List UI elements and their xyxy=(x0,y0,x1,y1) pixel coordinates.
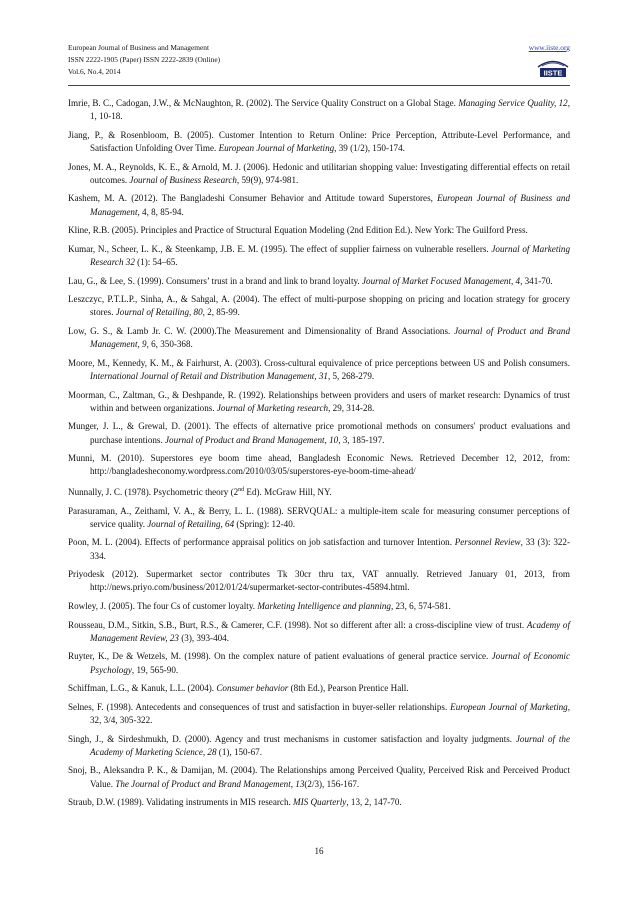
reference-item: Leszczyc, P.T.L.P., Sinha, A., & Sahgal, A. (2004). The effect of multi-purpose shopping on pricing and location strategy for grocery stores. Journal of Retailing, 80, 2, 85-99. xyxy=(68,294,570,318)
header-divider xyxy=(68,85,570,86)
reference-item: Munger, J. L., & Grewal, D. (2001). The effects of alternative price promotional methods on consumers' product evaluations and purchase intentions. Journal of Product and Brand Management, 10, 3, 185-197. xyxy=(68,421,570,445)
reference-item: Imrie, B. C., Cadogan, J.W., & McNaughton, R. (2002). The Service Quality Construct on a Global Stage. Managing Service Quality, 12, 1, 10-18. xyxy=(68,98,570,122)
reference-item: Poon, M. L. (2004). Effects of performance appraisal politics on job satisfaction and turnover Intention. Personnel Review, 33 (3): 322-334. xyxy=(68,537,570,561)
reference-item: Nunnally, J. C. (1978). Psychometric theory (2nd Ed). McGraw Hill, NY. xyxy=(68,486,332,497)
reference-item: Rousseau, D.M., Sitkin, S.B., Burt, R.S., & Camerer, C.F. (1998). Not so different after all: a cross-discipline view of trust. Academy of Management Review, 23 (3), 393-404. xyxy=(68,619,571,643)
reference-item: Kline, R.B. (2005). Principles and Practice of Structural Equation Modeling (2nd Edition Ed.). New York: The Guilford Press. xyxy=(68,225,528,236)
references-list xyxy=(68,97,570,815)
reference-item: Priyodesk (2012). Supermarket sector contributes Tk 30cr thru tax, VAT annually. Retrieved January 01, 2013, from http://news.priyo.com/business/2012/01/24/supermarket-sector-contributes-45894.html. xyxy=(68,569,570,593)
reference-item: Kumar, N., Scheer, L. K., & Steenkamp, J.B. E. M. (1995). The effect of supplier fairness on vulnerable resellers. Journal of Marketing Research 32 (1): 54–65. xyxy=(68,243,570,267)
reference-item: Munni, M. (2010). Superstores eye boom time ahead, Bangladesh Economic News. Retrieved December 12, 2012, from: http://bangladesheconomy.wordpress.com/2010/03/05/superstores-eye-boom-time-ahead/ xyxy=(68,453,570,477)
reference-item: Low, G. S., & Lamb Jr. C. W. (2000).The Measurement and Dimensionality of Brand Associations. Journal of Product and Brand Management, 9, 6, 350-368. xyxy=(68,325,570,350)
reference-item: Straub, D.W. (1989). Validating instruments in MIS research. MIS Quarterly, 13, 2, 147-70. xyxy=(68,797,402,808)
reference-item: Jiang, P., & Rosenbloom, B. (2005). Customer Intention to Return Online: Price Perception, Attribute-Level Performance, and Satisfaction Unfolding Over Time. European Journal of Marketing, 39 (1/2), 150-174. xyxy=(68,129,570,153)
reference-item: Kashem, M. A. (2012). The Bangladeshi Consumer Behavior and Attitude toward Superstores, European Journal of Business and Management, 4, 8, 85-94. xyxy=(68,193,570,217)
reference-item: Rowley, J. (2005). The four Cs of customer loyalty. Marketing Intelligence and planning, 23, 6, 574-581. xyxy=(68,600,451,611)
page-header xyxy=(68,42,570,78)
iiste-logo-icon xyxy=(536,54,570,78)
journal-name: European Journal of Business and Management xyxy=(68,43,210,52)
page-number: 16 xyxy=(314,846,324,856)
journal-url-link[interactable]: www.iiste.org xyxy=(528,43,570,52)
reference-item: Snoj, B., Aleksandra P. K., & Damijan, M. (2004). The Relationships among Perceived Quality, Perceived Risk and Perceived Product Value. The Journal of Product and Brand Management, 13(2/3), 156-167. xyxy=(68,765,570,789)
reference-item: Parasuraman, A., Zeithaml, V. A., & Berry, L. L. (1988). SERVQUAL: a multiple-item scale for measuring consumer perceptions of service quality. Journal of Retailing, 64 (Spring): 12-40. xyxy=(68,505,570,529)
reference-item: Moorman, C., Zaltman, G., & Deshpande, R. (1992). Relationships between providers and users of market research: Dynamics of trust within and between organizations. Journal of Marketing research, 29, 314-28. xyxy=(68,389,570,413)
reference-item: Lau, G., & Lee, S. (1999). Consumers’ trust in a brand and link to brand loyalty. Journal of Market Focused Management, 4, 341-70. xyxy=(68,275,553,286)
reference-item: Moore, M., Kennedy, K. M., & Fairhurst, A. (2003). Cross-cultural equivalence of price perceptions between US and Polish consumers. International Journal of Retail and Distribution Management, 31, 5, 268-279. xyxy=(68,357,570,381)
logo-text: IISTE xyxy=(543,68,563,78)
reference-item: Schiffman, L.G., & Kanuk, L.L. (2004). Consumer behavior (8th Ed.), Pearson Prentice Hall. xyxy=(68,683,409,694)
reference-item: Jones, M. A., Reynolds, K. E., & Arnold, M. J. (2006). Hedonic and utilitarian shopping value: Investigating differential effects on retail outcomes. Journal of Business Research, 59(9), 974-981. xyxy=(68,161,570,185)
reference-item: Selnes, F. (1998). Antecedents and consequences of trust and satisfaction in buyer-seller relationships. European Journal of Marketing, 32, 3/4, 305-322. xyxy=(68,701,570,725)
reference-item: Ruyter, K., De & Wetzels, M. (1998). On the complex nature of patient evaluations of general practice service. Journal of Economic Psychology, 19, 565-90. xyxy=(68,651,570,675)
reference-item: Singh, J., & Sirdeshmukh, D. (2000). Agency and trust mechanisms in customer satisfaction and loyalty judgments. Journal of the Academy of Marketing Science, 28 (1), 150-67. xyxy=(68,733,570,757)
volume-line: Vol.6, No.4, 2014 xyxy=(68,67,121,76)
issn-line: ISSN 2222-1905 (Paper) ISSN 2222-2839 (Online) xyxy=(68,55,221,64)
